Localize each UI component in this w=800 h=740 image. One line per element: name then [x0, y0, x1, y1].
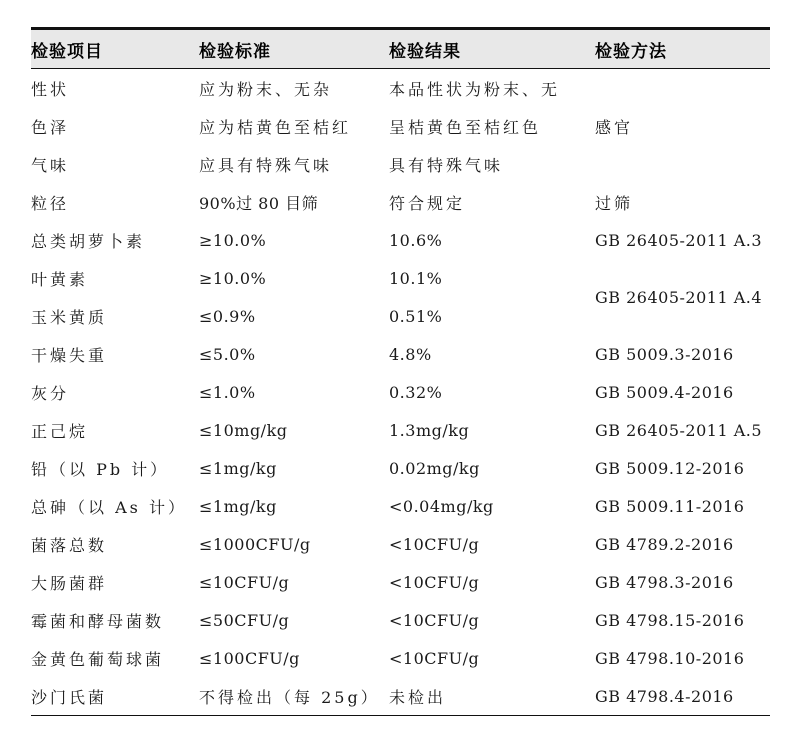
cell-method: GB 4798.4-2016 [595, 677, 770, 716]
cell-item: 金黄色葡萄球菌 [31, 649, 165, 669]
cell-item: 粒径 [31, 193, 70, 213]
cell-standard: ≤100CFU/g [199, 648, 300, 668]
cell-method: GB 26405-2011 A.4 [595, 287, 763, 307]
table-row [31, 601, 770, 639]
cell-standard: ≤1mg/kg [199, 458, 277, 478]
table-row [31, 639, 770, 677]
table-row [31, 259, 770, 297]
cell-standard: ≤5.0% [199, 344, 256, 364]
header-item: 检验项目 [31, 29, 199, 69]
cell-standard: 应为粉末、无杂 [199, 79, 333, 99]
table-row [31, 563, 770, 601]
cell-standard: ≥10.0% [199, 230, 267, 250]
cell-method: GB 26405-2011 A.3 [595, 230, 763, 250]
cell-item: 气味 [31, 155, 70, 175]
cell-method: GB 4798.15-2016 [595, 610, 745, 630]
cell-standard: 应为桔黄色至桔红 [199, 117, 352, 137]
cell-standard: ≥10.0% [199, 268, 267, 288]
cell-result: 0.02mg/kg [389, 458, 480, 478]
cell-result: 符合规定 [389, 193, 466, 213]
table-row [31, 373, 770, 411]
cell-item: 色泽 [31, 117, 70, 137]
cell-standard: 90%过 80 目筛 [199, 193, 319, 213]
cell-result: 4.8% [389, 344, 432, 364]
table-row [31, 145, 770, 183]
table-row [31, 107, 770, 145]
cell-item: 性状 [31, 79, 70, 99]
cell-result: <10CFU/g [389, 610, 480, 630]
cell-result: 未检出 [389, 677, 595, 716]
cell-item: 沙门氏菌 [31, 677, 199, 716]
cell-method [595, 145, 770, 183]
cell-result: 具有特殊气味 [389, 155, 504, 175]
cell-method: GB 5009.11-2016 [595, 496, 745, 516]
table-row [31, 335, 770, 373]
cell-item: 菌落总数 [31, 535, 108, 555]
cell-result: 10.6% [389, 230, 443, 250]
cell-standard: ≤10mg/kg [199, 420, 288, 440]
cell-item: 玉米黄质 [31, 307, 108, 327]
cell-method: GB 5009.4-2016 [595, 382, 734, 402]
cell-standard: ≤0.9% [199, 306, 256, 326]
header-method: 检验方法 [595, 29, 770, 69]
cell-item: 正己烷 [31, 421, 89, 441]
cell-item: 总砷（以 As 计） [31, 497, 187, 517]
cell-result: 呈桔黄色至桔红色 [389, 117, 542, 137]
cell-method: 感官 [595, 117, 634, 137]
cell-item: 铅（以 Pb 计） [31, 459, 170, 479]
table-row [31, 449, 770, 487]
cell-method: GB 5009.3-2016 [595, 344, 734, 364]
cell-result: <0.04mg/kg [389, 496, 494, 516]
header-result: 检验结果 [389, 29, 595, 69]
table-header-row [31, 29, 770, 69]
cell-result: <10CFU/g [389, 572, 480, 592]
table-row [31, 677, 770, 716]
table-row [31, 69, 770, 108]
cell-item: 霉菌和酵母菌数 [31, 611, 165, 631]
cell-method: GB 4789.2-2016 [595, 534, 734, 554]
table-row [31, 487, 770, 525]
cell-result: <10CFU/g [389, 534, 480, 554]
cell-item: 大肠菌群 [31, 573, 108, 593]
cell-standard: ≤1mg/kg [199, 496, 277, 516]
cell-result: 10.1% [389, 268, 443, 288]
table-row [31, 525, 770, 563]
inspection-table-container [31, 27, 770, 716]
cell-result: <10CFU/g [389, 648, 480, 668]
cell-standard: 不得检出（每 25g） [199, 677, 389, 716]
cell-standard: 应具有特殊气味 [199, 155, 333, 175]
cell-item: 叶黄素 [31, 269, 89, 289]
table-row [31, 221, 770, 259]
cell-result: 0.32% [389, 382, 443, 402]
cell-result: 1.3mg/kg [389, 420, 470, 440]
header-standard: 检验标准 [199, 29, 389, 69]
cell-item: 干燥失重 [31, 345, 108, 365]
cell-method [595, 69, 770, 108]
cell-method: GB 4798.10-2016 [595, 648, 745, 668]
inspection-table [31, 27, 770, 716]
cell-item: 灰分 [31, 383, 70, 403]
cell-method: GB 26405-2011 A.5 [595, 420, 763, 440]
cell-method: GB 5009.12-2016 [595, 458, 745, 478]
cell-result: 本品性状为粉末、无 [389, 79, 561, 99]
table-row [31, 183, 770, 221]
cell-standard: ≤1.0% [199, 382, 256, 402]
table-row [31, 411, 770, 449]
cell-method: 过筛 [595, 193, 634, 213]
cell-standard: ≤1000CFU/g [199, 534, 311, 554]
cell-result: 0.51% [389, 306, 443, 326]
cell-item: 总类胡萝卜素 [31, 231, 146, 251]
cell-standard: ≤50CFU/g [199, 610, 290, 630]
cell-method: GB 4798.3-2016 [595, 572, 734, 592]
cell-standard: ≤10CFU/g [199, 572, 290, 592]
